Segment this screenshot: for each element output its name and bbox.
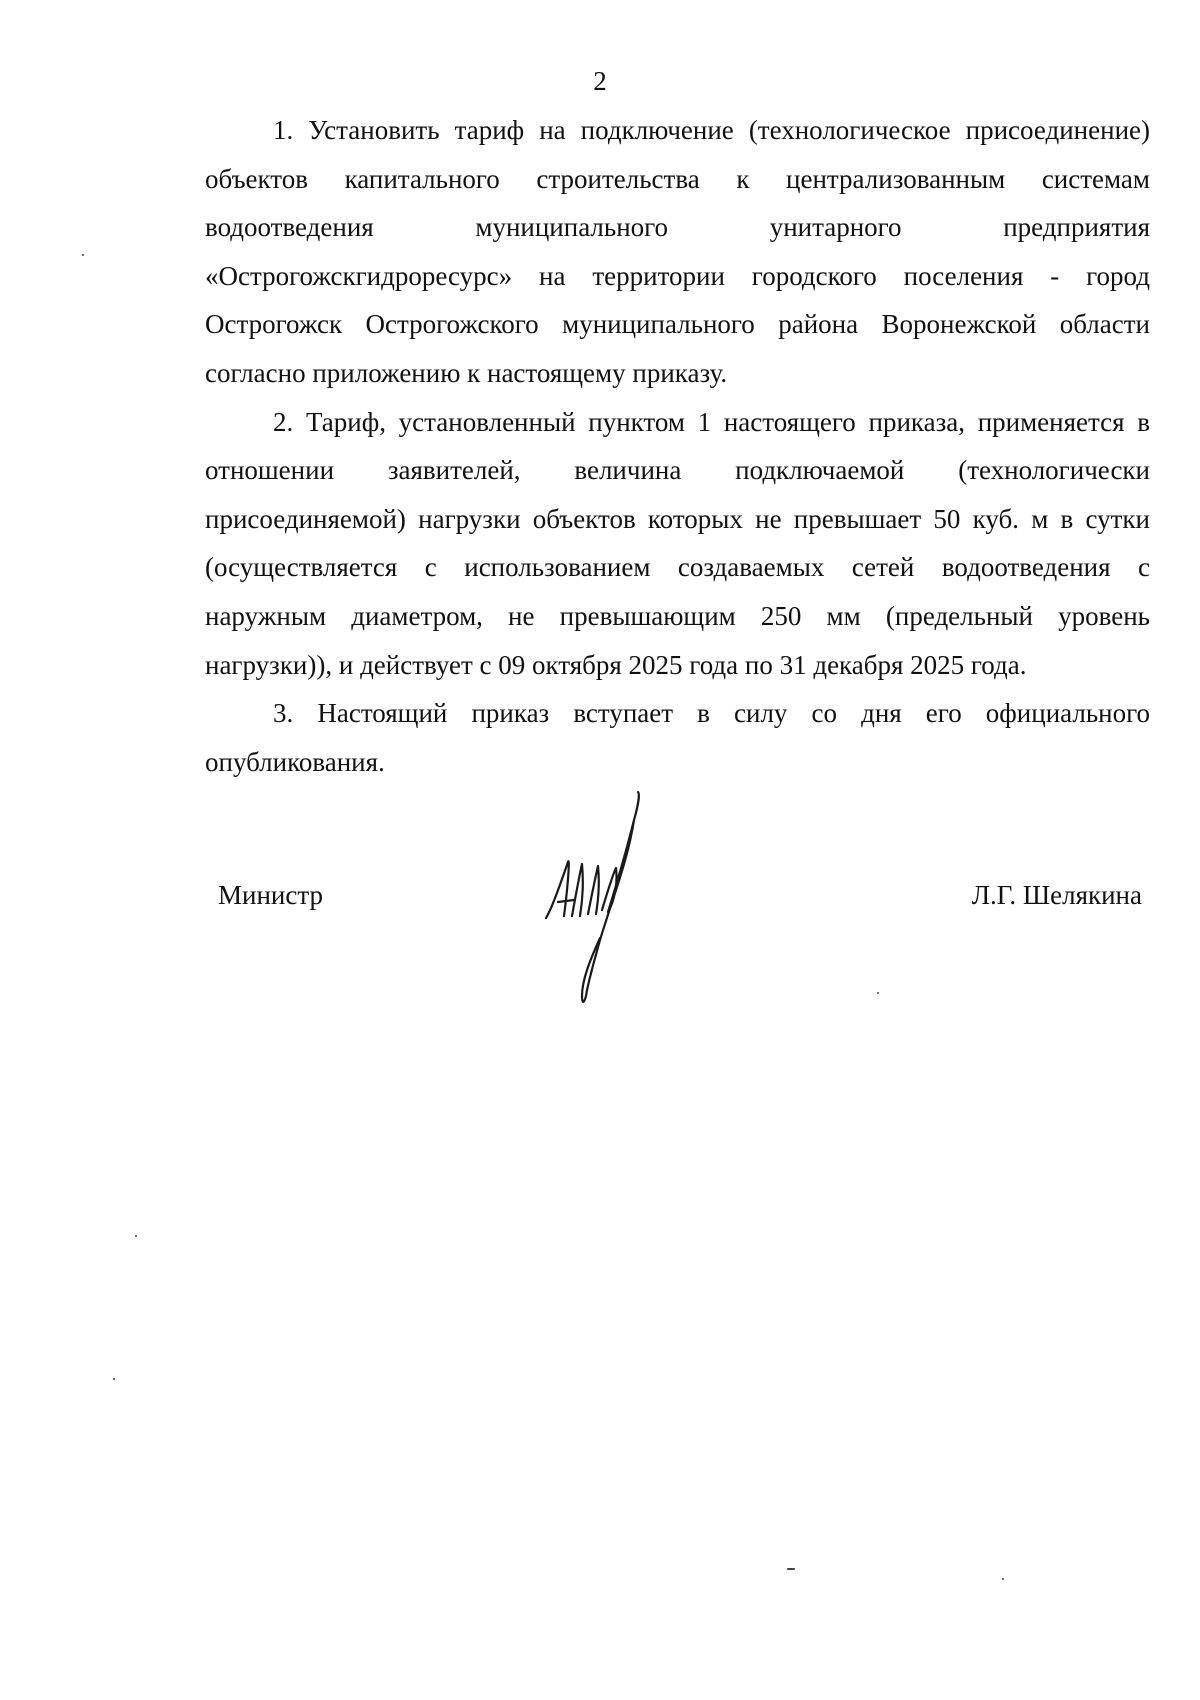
handwritten-signature: [538, 790, 648, 1010]
paragraph-1: 1. Установить тариф на подключение (технологическое присоединение) объектов капитального строительства к централизованным системам водоотведения муниципального унитарного предприятия «Острогожскгидроресурс» на территории городского поселения - город Острогожск Острогожского муниципального района Воронежской области согласно приложению к настоящему приказу.: [205, 115, 1150, 388]
scan-speck: [877, 992, 879, 994]
page-number: 2: [593, 66, 607, 96]
paragraph-3: 3. Настоящий приказ вступает в силу со дня его официального опубликования.: [205, 698, 1150, 777]
scan-speck: [82, 254, 84, 256]
scan-speck: [787, 1568, 795, 1570]
signatory-position: Министр: [218, 880, 323, 910]
scan-speck: [113, 1378, 115, 1380]
scan-speck: [1002, 1578, 1004, 1580]
signatory-name: Л.Г. Шелякина: [971, 880, 1142, 910]
scan-speck: [135, 1235, 137, 1237]
document-body: [205, 106, 1150, 786]
paragraph-2: 2. Тариф, установленный пунктом 1 настоящего приказа, применяется в отношении заявителей, величина подключаемой (технологически присоединяемой) нагрузки объектов которых не превышает 50 куб. м в сутки (осуществляется с использованием создаваемых сетей водоотведения с наружным диаметром, не превышающим 250 мм (предельный уровень нагрузки)), и действует с 09 октября 2025 года по 31 декабря 2025 года.: [205, 406, 1150, 680]
